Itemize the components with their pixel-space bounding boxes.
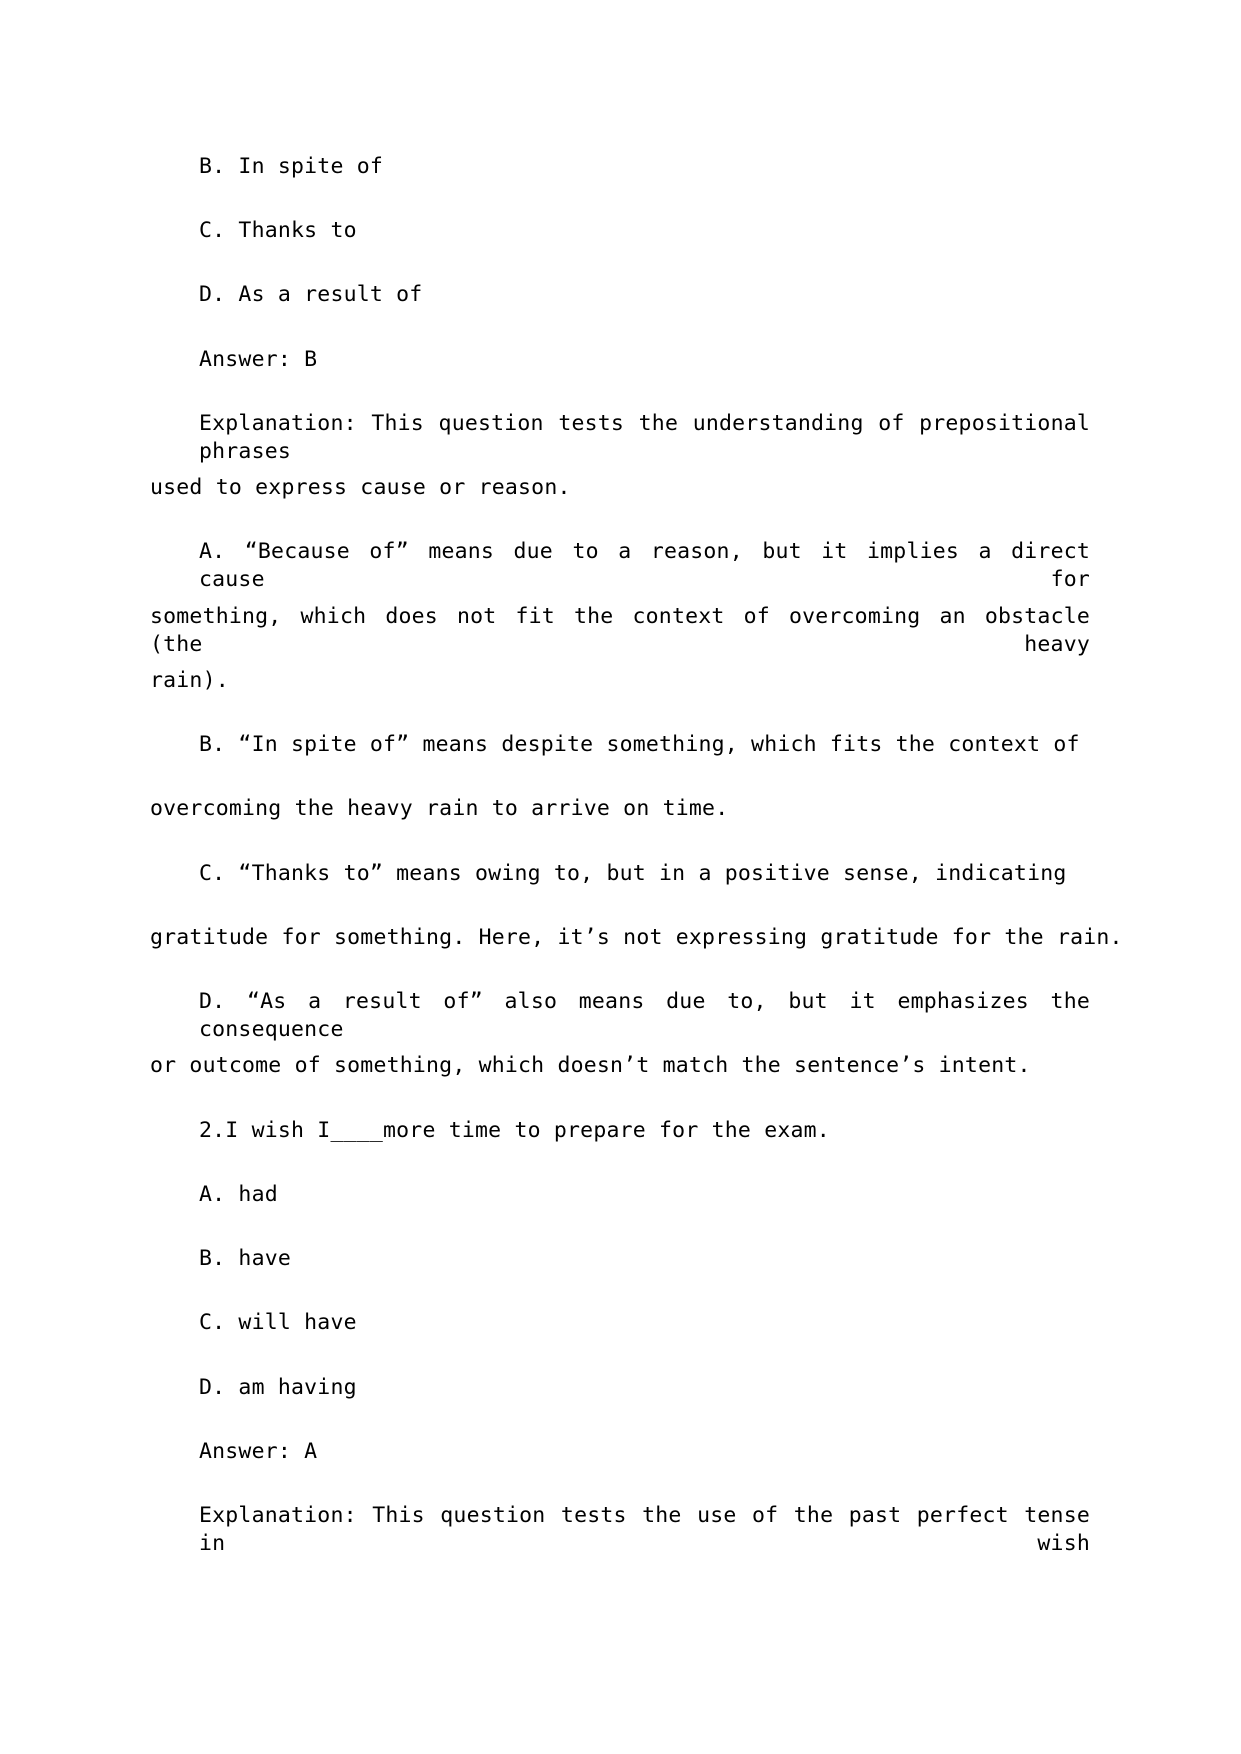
explanation-d-line1: D. “As a result of” also means due to, but it emphasizes the consequence [199, 989, 1090, 1042]
explanation-b-line1: B. “In spite of” means despite something, which fits the context of [199, 732, 1080, 757]
option-d-q1: D. As a result of [199, 282, 423, 307]
option-c-q2: C. will have [199, 1310, 357, 1335]
option-a-q2: A. had [199, 1182, 278, 1207]
explanation-q1-line2: used to express cause or reason. [150, 475, 571, 500]
explanation-c-line1: C. “Thanks to” means owing to, but in a positive sense, indicating [199, 861, 1067, 886]
explanation-a-line2: something, which does not fit the context of overcoming an obstacle (the heavy [150, 604, 1090, 657]
explanation-q1-line1: Explanation: This question tests the understanding of prepositional phrases [199, 411, 1090, 464]
option-d-q2: D. am having [199, 1375, 357, 1400]
option-b-q2: B. have [199, 1246, 292, 1271]
explanation-b-line2: overcoming the heavy rain to arrive on time. [150, 796, 729, 821]
answer-q2: Answer: A [199, 1439, 318, 1464]
explanation-c-line2: gratitude for something. Here, it’s not expressing gratitude for the rain. [150, 925, 1123, 950]
option-c-q1: C. Thanks to [199, 218, 357, 243]
explanation-a-line3: rain). [150, 668, 229, 693]
question-2: 2.I wish I____more time to prepare for the exam. [199, 1118, 830, 1143]
explanation-a-line1: A. “Because of” means due to a reason, but it implies a direct cause for [199, 539, 1090, 592]
option-b-q1: B. In spite of [199, 154, 384, 179]
explanation-d-line2: or outcome of something, which doesn’t match the sentence’s intent. [150, 1053, 1031, 1078]
answer-q1: Answer: B [199, 347, 318, 372]
explanation-q2-line1: Explanation: This question tests the use of the past perfect tense in wish [199, 1503, 1090, 1556]
